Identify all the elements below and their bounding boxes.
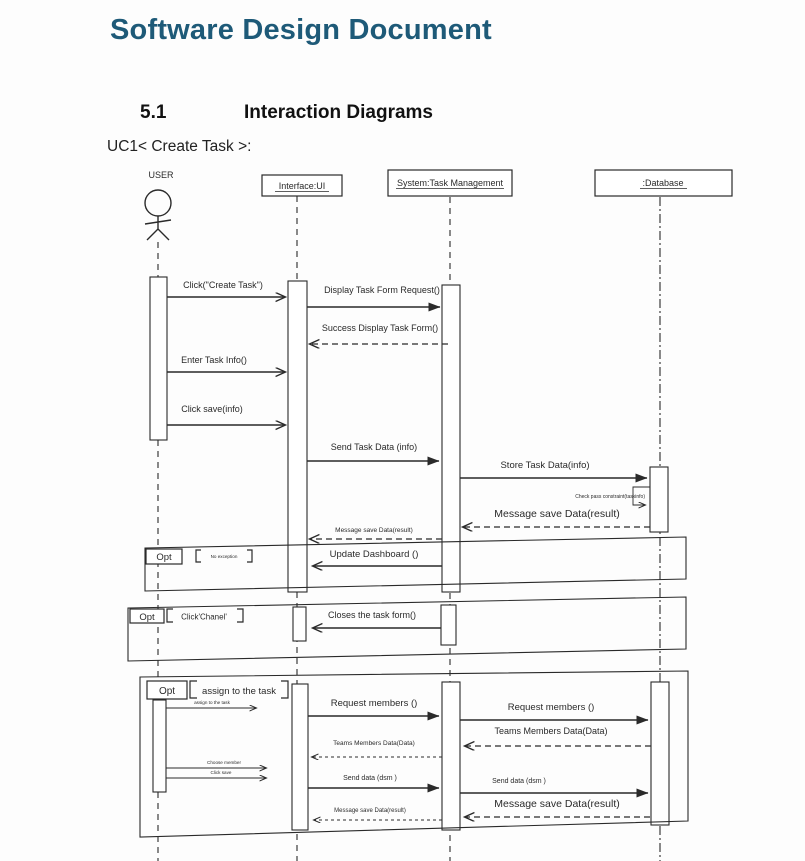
- message-closes-task-form-label: Closes the task form(): [327, 610, 417, 620]
- fragment-opt-2-frame: [128, 597, 686, 661]
- message-save-data-result-ui2: [314, 808, 442, 820]
- message-save-data-result-ui2-label: Message save Data(result): [334, 808, 406, 814]
- activation-database-2: [651, 682, 669, 825]
- participant-interface-label: Interface:UI: [278, 181, 326, 191]
- message-store-task-data: [460, 460, 647, 478]
- message-send-data-db: [460, 778, 648, 793]
- message-display-task-form-request-label: Display Task Form Request(): [324, 285, 440, 295]
- message-choose-member-label: Choose member: [207, 760, 241, 765]
- document-title: Software Design Document: [110, 14, 492, 46]
- message-click-save-small: [166, 770, 266, 778]
- message-send-task-data-label: Send Task Data (info): [330, 442, 418, 452]
- message-closes-task-form: [313, 610, 441, 628]
- participant-system-label: System:Task Management: [396, 178, 504, 188]
- activation-system-3: [442, 682, 460, 830]
- fragment-opt-2-operator: Opt: [139, 612, 155, 623]
- activation-database-1: [650, 467, 668, 532]
- message-assign-to-task-small-label: assign to the task: [194, 700, 230, 705]
- participant-database-label: :Database: [642, 178, 684, 188]
- message-teams-members-data-ui: [312, 740, 442, 757]
- message-click-save-info: [167, 404, 285, 425]
- participant-interface: [262, 175, 342, 196]
- activation-system-1: [442, 285, 460, 592]
- message-save-data-result-ui-label: Message save Data(result): [335, 527, 413, 534]
- activation-user-2: [153, 700, 166, 792]
- message-click-save-small-label: Click save: [210, 770, 232, 775]
- message-check-pass-constraint-label: Check pass constraint(taskinfo): [575, 494, 645, 500]
- message-store-task-data-label: Store Task Data(info): [500, 460, 590, 471]
- message-send-data-ui: [308, 775, 439, 788]
- section-number: 5.1: [140, 102, 167, 123]
- use-case-label: UC1< Create Task >:: [107, 138, 252, 155]
- activation-interface-3: [292, 684, 308, 830]
- actor-user-body: [145, 216, 171, 240]
- message-assign-to-task-small: [166, 700, 256, 708]
- fragment-opt-1-guard: No exception: [210, 554, 238, 559]
- messages: [166, 280, 651, 820]
- section-title: Interaction Diagrams: [244, 102, 433, 123]
- message-click-create-task-label: Click("Create Task"): [183, 280, 263, 290]
- fragment-opt-2-guard: Click'Chanel': [181, 612, 227, 622]
- message-success-display-task-form: [310, 323, 448, 344]
- message-teams-members-data-ui-label: Teams Members Data(Data): [333, 740, 415, 747]
- fragment-opt-3: [140, 671, 688, 837]
- message-teams-members-data-db-label: Teams Members Data(Data): [494, 726, 608, 736]
- message-request-members-ui: [308, 698, 439, 716]
- message-display-task-form-request: [307, 285, 440, 307]
- activation-interface-2: [293, 607, 306, 641]
- message-check-pass-constraint: [575, 487, 650, 505]
- actor-user-head: [145, 190, 171, 216]
- message-save-data-result-db: [463, 508, 650, 527]
- message-click-create-task: [167, 280, 285, 297]
- fragment-opt-2: [128, 597, 686, 661]
- message-request-members-db-label: Request members (): [507, 702, 595, 713]
- message-save-data-result-db-label: Message save Data(result): [494, 508, 620, 520]
- message-enter-task-info-label: Enter Task Info(): [181, 355, 247, 365]
- participant-database: [595, 170, 732, 196]
- message-update-dashboard: [313, 549, 442, 566]
- fragment-opt-1: [145, 537, 686, 591]
- section-heading: [140, 102, 433, 124]
- message-send-data-db-label: Send data (dsm ): [492, 778, 546, 785]
- message-send-task-data: [307, 442, 439, 461]
- message-success-display-task-form-label: Success Display Task Form(): [321, 323, 439, 333]
- message-request-members-ui-label: Request members (): [330, 698, 418, 709]
- activation-user-1: [150, 277, 167, 440]
- message-save-data-result-db2-label: Message save Data(result): [494, 798, 620, 810]
- actor-user-label: USER: [148, 170, 174, 180]
- message-update-dashboard-label: Update Dashboard (): [329, 549, 419, 560]
- fragment-opt-3-guard: assign to the task: [202, 686, 276, 697]
- sequence-diagram: [0, 160, 805, 861]
- message-send-data-ui-label: Send data (dsm ): [343, 775, 397, 782]
- fragment-opt-1-operator: Opt: [156, 552, 172, 563]
- activation-system-2: [441, 605, 456, 645]
- message-request-members-db: [460, 702, 648, 720]
- participant-system: [388, 170, 512, 196]
- message-enter-task-info: [167, 355, 285, 372]
- message-teams-members-data-db: [465, 726, 651, 746]
- fragment-opt-1-frame: [145, 537, 686, 591]
- message-click-save-info-label: Click save(info): [181, 404, 243, 414]
- fragment-opt-3-operator: Opt: [158, 686, 176, 697]
- message-save-data-result-ui: [310, 527, 442, 539]
- message-save-data-result-db2: [465, 798, 650, 817]
- message-choose-member: [166, 760, 266, 768]
- actor-user: [145, 170, 174, 240]
